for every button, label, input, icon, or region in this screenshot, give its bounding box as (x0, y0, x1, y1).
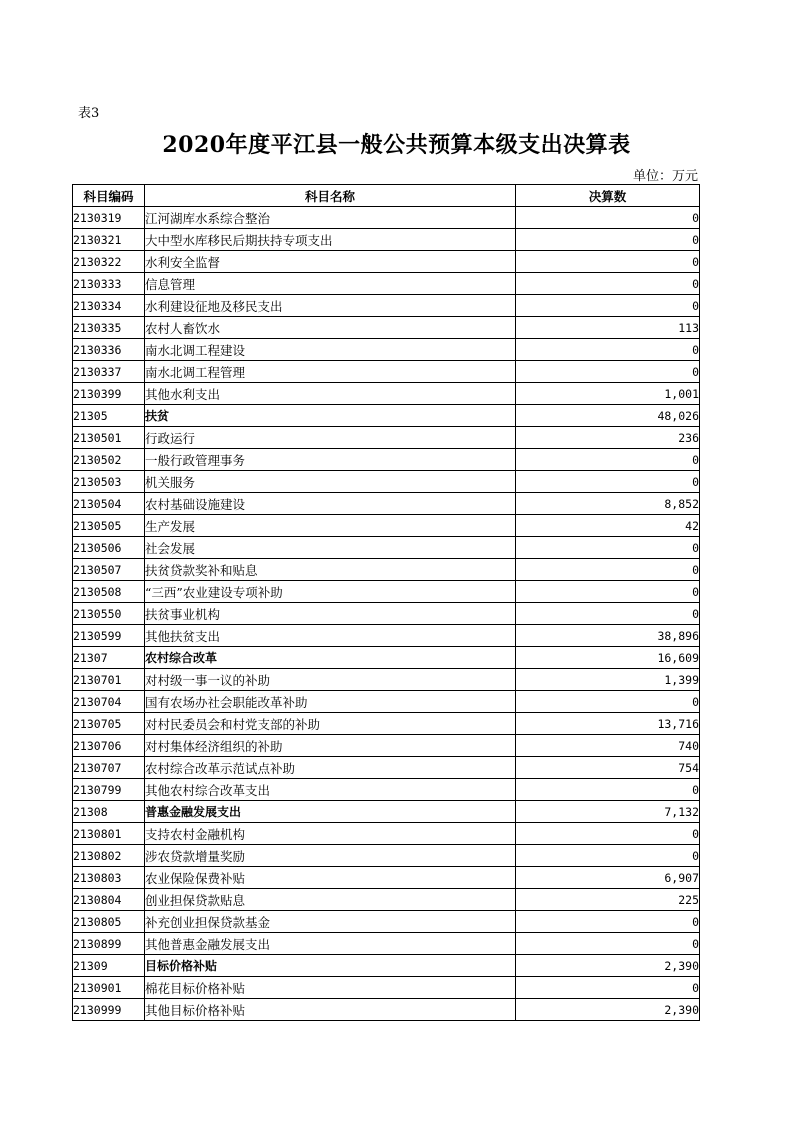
row-amount: 1,399 (516, 669, 700, 691)
row-amount: 236 (516, 427, 700, 449)
row-amount: 2,390 (516, 999, 700, 1021)
table-row (73, 889, 700, 911)
row-amount: 0 (516, 581, 700, 603)
row-name: 对村集体经济组织的补助 (145, 735, 516, 757)
row-name: 农村基础设施建设 (145, 493, 516, 515)
row-amount: 0 (516, 559, 700, 581)
budget-table (72, 184, 700, 1021)
row-code: 2130799 (73, 779, 145, 801)
row-code: 2130701 (73, 669, 145, 691)
row-name: 扶贫 (145, 405, 516, 427)
row-amount: 8,852 (516, 493, 700, 515)
row-name: 目标价格补贴 (145, 955, 516, 977)
row-name: 江河湖库水系综合整治 (145, 207, 516, 229)
row-name: 涉农贷款增量奖励 (145, 845, 516, 867)
row-name: “三西”农业建设专项补助 (145, 581, 516, 603)
row-code: 2130599 (73, 625, 145, 647)
row-amount: 0 (516, 273, 700, 295)
table-row (73, 207, 700, 229)
row-code: 21308 (73, 801, 145, 823)
table-row (73, 559, 700, 581)
row-amount: 0 (516, 471, 700, 493)
table-row (73, 493, 700, 515)
row-name: 机关服务 (145, 471, 516, 493)
row-amount: 0 (516, 207, 700, 229)
row-code: 2130705 (73, 713, 145, 735)
row-code: 2130334 (73, 295, 145, 317)
row-code: 2130706 (73, 735, 145, 757)
row-amount: 16,609 (516, 647, 700, 669)
row-code: 2130899 (73, 933, 145, 955)
row-code: 2130507 (73, 559, 145, 581)
row-name: 农村人畜饮水 (145, 317, 516, 339)
table-row (73, 669, 700, 691)
header-code: 科目编码 (73, 185, 145, 207)
header-row (73, 185, 700, 207)
table-row (73, 713, 700, 735)
row-name: 南水北调工程管理 (145, 361, 516, 383)
row-name: 棉花目标价格补贴 (145, 977, 516, 999)
header-name: 科目名称 (145, 185, 516, 207)
row-amount: 754 (516, 757, 700, 779)
row-amount: 0 (516, 537, 700, 559)
row-name: 普惠金融发展支出 (145, 801, 516, 823)
table-row (73, 295, 700, 317)
table-row (73, 515, 700, 537)
table-row (73, 977, 700, 999)
row-code: 2130336 (73, 339, 145, 361)
row-amount: 0 (516, 691, 700, 713)
row-amount: 1,001 (516, 383, 700, 405)
row-name: 补充创业担保贷款基金 (145, 911, 516, 933)
row-amount: 0 (516, 977, 700, 999)
row-name: 其他农村综合改革支出 (145, 779, 516, 801)
table-row (73, 449, 700, 471)
row-name: 国有农场办社会职能改革补助 (145, 691, 516, 713)
row-name: 农村综合改革 (145, 647, 516, 669)
row-amount: 6,907 (516, 867, 700, 889)
table-row (73, 251, 700, 273)
row-code: 2130337 (73, 361, 145, 383)
row-code: 2130319 (73, 207, 145, 229)
category-row (73, 647, 700, 669)
row-amount: 2,390 (516, 955, 700, 977)
row-code: 2130505 (73, 515, 145, 537)
table-row (73, 361, 700, 383)
row-code: 21307 (73, 647, 145, 669)
row-code: 2130503 (73, 471, 145, 493)
table-row (73, 537, 700, 559)
row-code: 2130399 (73, 383, 145, 405)
row-amount: 740 (516, 735, 700, 757)
row-amount: 7,132 (516, 801, 700, 823)
table-header (73, 185, 700, 207)
row-amount: 38,896 (516, 625, 700, 647)
row-name: 南水北调工程建设 (145, 339, 516, 361)
row-amount: 0 (516, 251, 700, 273)
table-row (73, 383, 700, 405)
row-name: 水利建设征地及移民支出 (145, 295, 516, 317)
row-amount: 13,716 (516, 713, 700, 735)
row-code: 2130804 (73, 889, 145, 911)
row-name: 其他普惠金融发展支出 (145, 933, 516, 955)
category-row (73, 955, 700, 977)
row-code: 2130333 (73, 273, 145, 295)
unit-label: 单位：万元 (632, 169, 698, 184)
row-name: 社会发展 (145, 537, 516, 559)
page-title: 2020年度平江县一般公共预算本级支出决算表 (162, 132, 631, 158)
table-row (73, 471, 700, 493)
row-name: 生产发展 (145, 515, 516, 537)
row-amount: 0 (516, 779, 700, 801)
row-amount: 0 (516, 449, 700, 471)
table-row (73, 317, 700, 339)
table-row (73, 625, 700, 647)
row-code: 2130321 (73, 229, 145, 251)
row-name: 行政运行 (145, 427, 516, 449)
row-amount: 0 (516, 229, 700, 251)
row-name: 对村民委员会和村党支部的补助 (145, 713, 516, 735)
row-code: 2130803 (73, 867, 145, 889)
table-row (73, 581, 700, 603)
row-name: 其他扶贫支出 (145, 625, 516, 647)
row-name: 农村综合改革示范试点补助 (145, 757, 516, 779)
category-row (73, 405, 700, 427)
row-amount: 0 (516, 295, 700, 317)
row-name: 一般行政管理事务 (145, 449, 516, 471)
row-name: 其他水利支出 (145, 383, 516, 405)
row-code: 2130501 (73, 427, 145, 449)
row-amount: 0 (516, 911, 700, 933)
row-code: 21309 (73, 955, 145, 977)
row-amount: 113 (516, 317, 700, 339)
row-code: 2130506 (73, 537, 145, 559)
table-row (73, 273, 700, 295)
row-amount: 0 (516, 823, 700, 845)
table-row (73, 339, 700, 361)
table-row (73, 867, 700, 889)
table-row (73, 911, 700, 933)
header-amount: 决算数 (516, 185, 700, 207)
row-code: 2130508 (73, 581, 145, 603)
table-row (73, 999, 700, 1021)
table-row (73, 845, 700, 867)
row-name: 支持农村金融机构 (145, 823, 516, 845)
row-amount: 225 (516, 889, 700, 911)
row-name: 扶贫事业机构 (145, 603, 516, 625)
row-amount: 0 (516, 933, 700, 955)
row-code: 2130502 (73, 449, 145, 471)
table-row (73, 933, 700, 955)
table-row (73, 229, 700, 251)
row-amount: 0 (516, 845, 700, 867)
table-label: 表3 (78, 106, 100, 121)
row-code: 2130802 (73, 845, 145, 867)
row-name: 创业担保贷款贴息 (145, 889, 516, 911)
category-row (73, 801, 700, 823)
row-code: 2130901 (73, 977, 145, 999)
row-name: 对村级一事一议的补助 (145, 669, 516, 691)
row-code: 2130504 (73, 493, 145, 515)
row-code: 2130704 (73, 691, 145, 713)
row-name: 农业保险保费补贴 (145, 867, 516, 889)
table-row (73, 691, 700, 713)
table-body (73, 207, 700, 1021)
row-name: 大中型水库移民后期扶持专项支出 (145, 229, 516, 251)
row-code: 2130322 (73, 251, 145, 273)
row-code: 2130707 (73, 757, 145, 779)
row-code: 2130805 (73, 911, 145, 933)
row-amount: 0 (516, 603, 700, 625)
row-code: 2130999 (73, 999, 145, 1021)
row-name: 信息管理 (145, 273, 516, 295)
row-code: 2130550 (73, 603, 145, 625)
row-code: 2130801 (73, 823, 145, 845)
row-amount: 0 (516, 361, 700, 383)
table-row (73, 427, 700, 449)
table-row (73, 735, 700, 757)
row-code: 2130335 (73, 317, 145, 339)
table-row (73, 757, 700, 779)
table-row (73, 603, 700, 625)
row-amount: 42 (516, 515, 700, 537)
row-name: 水利安全监督 (145, 251, 516, 273)
table-row (73, 779, 700, 801)
row-name: 其他目标价格补贴 (145, 999, 516, 1021)
row-name: 扶贫贷款奖补和贴息 (145, 559, 516, 581)
row-amount: 48,026 (516, 405, 700, 427)
table-row (73, 823, 700, 845)
row-code: 21305 (73, 405, 145, 427)
row-amount: 0 (516, 339, 700, 361)
